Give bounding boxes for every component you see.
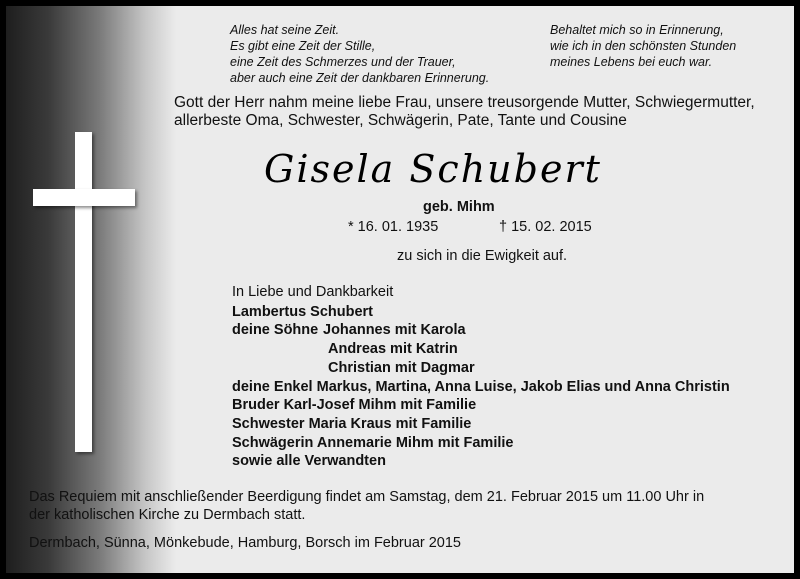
mourner-grandchildren: deine Enkel Markus, Martina, Anna Luise, Jakob Elias und Anna Christin <box>232 379 730 395</box>
cross-vertical-beam <box>75 132 92 452</box>
intro-line-2: allerbeste Oma, Schwester, Schwägerin, Pate, Tante und Cousine <box>174 112 627 129</box>
death-date: † 15. 02. 2015 <box>499 219 592 235</box>
mourner-son-1: Johannes mit Karola <box>323 322 466 338</box>
mourners-intro: In Liebe und Dankbarkeit <box>232 284 394 300</box>
quote-left-line-1: Alles hat seine Zeit. <box>230 23 340 37</box>
mourner-husband: Lambertus Schubert <box>232 304 373 320</box>
mourner-sons-label: deine Söhne <box>232 322 319 338</box>
eternity-text: zu sich in die Ewigkeit auf. <box>397 248 568 264</box>
deceased-name: Gisela Schubert <box>264 147 602 191</box>
cross-horizontal-beam <box>33 189 135 206</box>
places-and-date: Dermbach, Sünna, Mönkebude, Hamburg, Borsch im Februar 2015 <box>29 535 461 551</box>
mourner-sister: Schwester Maria Kraus mit Familie <box>232 416 472 432</box>
maiden-name: geb. Mihm <box>423 199 495 215</box>
requiem-line-2: der katholischen Kirche zu Dermbach statt. <box>29 507 306 523</box>
mourner-relatives: sowie alle Verwandten <box>232 453 386 469</box>
quote-right-line-2: wie ich in den schönsten Stunden <box>550 39 737 53</box>
mourner-son-2: Andreas mit Katrin <box>328 341 458 357</box>
quote-right-line-3: meines Lebens bei euch war. <box>550 55 713 69</box>
mourner-son-3: Christian mit Dagmar <box>328 360 475 376</box>
quote-right-line-1: Behaltet mich so in Erinnerung, <box>550 23 724 37</box>
quote-left-line-4: aber auch eine Zeit der dankbaren Erinnerung. <box>230 71 490 85</box>
quote-left-line-3: eine Zeit des Schmerzes und der Trauer, <box>230 55 456 69</box>
intro-line-1: Gott der Herr nahm meine liebe Frau, unsere treusorgende Mutter, Schwiegermutter, <box>174 94 755 111</box>
birth-date: * 16. 01. 1935 <box>348 219 439 235</box>
quote-left-line-2: Es gibt eine Zeit der Stille, <box>230 39 376 53</box>
mourner-brother: Bruder Karl-Josef Mihm mit Familie <box>232 397 477 413</box>
mourner-sister-in-law: Schwägerin Annemarie Mihm mit Familie <box>232 435 514 451</box>
requiem-line-1: Das Requiem mit anschließender Beerdigung findet am Samstag, dem 21. Februar 2015 um 11.00 Uhr in <box>29 489 705 505</box>
